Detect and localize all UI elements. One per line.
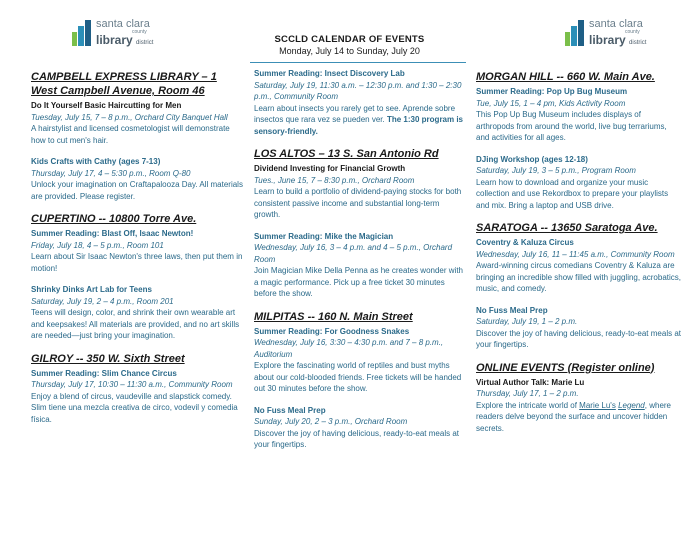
event-title: No Fuss Meal Prep xyxy=(254,405,326,415)
column-1 xyxy=(31,68,243,435)
location-heading: CAMPBELL EXPRESS LIBRARY – 1 West Campbell Avenue, Room 46 xyxy=(31,71,217,97)
logo-text-line3: library district xyxy=(96,33,154,47)
event xyxy=(31,284,243,342)
event-meta: Tuesday, July 15, 7 – 8 p.m., Orchard City Banquet Hall xyxy=(31,112,228,122)
location-heading: SARATOGA -- 13650 Saratoga Ave. xyxy=(476,222,658,234)
event-desc: Learn to build a portfolio of dividend-paying stocks for both consistent passive income and substantial long-term growth. xyxy=(254,187,462,219)
event xyxy=(31,100,243,146)
event-meta: Saturday, July 19, 11:30 a.m. – 12:30 p.m. and 1:30 – 2:30 p.m., Community Room xyxy=(254,80,462,101)
column-2 xyxy=(254,68,464,461)
location-heading: CUPERTINO -- 10800 Torre Ave. xyxy=(31,213,197,225)
page-title: SCCLD CALENDAR OF EVENTS xyxy=(274,34,425,45)
event-desc: Unlock your imagination on Craftapalooza Day. All materials are provided. Please register. xyxy=(31,180,243,201)
event-desc: Learn how to download and organize your music collection and use Rekordbox to prepare your playlists and mix. Bring a laptop and USB drive. xyxy=(476,177,669,210)
event xyxy=(31,156,243,202)
event-meta: Tue, July 15, 1 – 4 pm, Kids Activity Room xyxy=(476,98,626,108)
event-title: Virtual Author Talk: Marie Lu xyxy=(476,377,585,387)
logo-text-line1: santa clara xyxy=(96,18,150,30)
event-title: Summer Reading: For Goodness Snakes xyxy=(254,326,410,336)
event-desc: Join Magician Mike Della Penna as he creates wonder with a magic performance. Pick up a free ticket 30 minutes before the show. xyxy=(254,266,463,298)
column-3 xyxy=(476,68,681,444)
header-divider xyxy=(250,62,466,63)
event-meta: Wednesday, July 16, 11 – 11:45 a.m., Community Room xyxy=(476,249,675,259)
event xyxy=(476,237,681,295)
location-heading: GILROY -- 350 W. Sixth Street xyxy=(31,352,185,365)
event-desc: This Pop Up Bug Museum includes displays of arthropods from around the world, live bug terrariums, and activities for all ages. xyxy=(476,110,667,142)
event-meta: Saturday, July 19, 3 – 5 p.m., Program Room xyxy=(476,166,636,175)
event xyxy=(476,377,681,435)
event xyxy=(476,86,681,144)
event-meta: Thursday, July 17, 1 – 2 p.m. xyxy=(476,389,579,398)
event-desc: Explore the intricate world of Marie Lu's Legend, where readers delve beyond the surface and uncover hidden secrets. xyxy=(476,400,671,433)
event-title: Summer Reading: Insect Discovery Lab xyxy=(254,69,405,78)
event-meta: Tues., June 15, 7 – 8:30 p.m., Orchard Room xyxy=(254,175,415,185)
event-title: No Fuss Meal Prep xyxy=(476,305,548,315)
event-title: Do It Yourself Basic Haircutting for Men xyxy=(31,101,182,110)
event xyxy=(31,368,243,426)
event xyxy=(476,305,681,351)
event-title: Summer Reading: Pop Up Bug Museum xyxy=(476,87,628,96)
logo-text-line1: santa clara xyxy=(589,18,643,30)
event xyxy=(254,405,464,451)
event xyxy=(254,68,464,137)
event-title: Coventry & Kaluza Circus xyxy=(476,238,574,247)
event-meta: Friday, July 18, 4 – 5 p.m., Room 101 xyxy=(31,240,164,250)
book-link[interactable]: Legend xyxy=(618,400,645,410)
event-meta: Saturday, July 19, 2 – 4 p.m., Room 201 xyxy=(31,296,174,306)
event-title: Dividend Investing for Financial Growth xyxy=(254,164,406,173)
event-desc: Discover the joy of having delicious, ready-to-eat meals at your fingertips. xyxy=(476,328,681,349)
event-meta: Thursday, July 17, 4 – 5:30 p.m., Room Q-80 xyxy=(31,168,191,178)
author-link[interactable]: Marie Lu's xyxy=(579,400,616,410)
event-desc: Award-winning circus comedians Coventry & Kaluza are bringing an incredible show filled with juggling, acrobatics, music, and comedy. xyxy=(476,261,682,293)
logo-text-line3: library district xyxy=(589,33,647,47)
event-meta: Sunday, July 20, 2 – 3 p.m., Orchard Room xyxy=(254,417,408,426)
event-desc: Teens will design, color, and shrink their own wearable art and keepsakes! All materials are provided, and no art skills are needed—just bring your imagination. xyxy=(31,308,240,340)
logo-text-line2: county xyxy=(625,29,640,35)
event-desc: Enjoy a blend of circus, vaudeville and slapstick comedy. Slim tiene una mezcla creativa de circo, vodevil y comedia física. xyxy=(31,391,238,424)
location-heading: MILPITAS -- 160 N. Main Street xyxy=(254,310,413,323)
page-subtitle: Monday, July 14 to Sunday, July 20 xyxy=(279,46,420,56)
event-meta: Wednesday, July 16, 3 – 4 p.m. and 4 – 5 p.m., Orchard Room xyxy=(254,243,453,264)
event-desc: A hairstylist and licensed cosmetologist will demonstrate how to cut men's hair. xyxy=(31,124,230,145)
event-desc: Discover the joy of having delicious, ready-to-eat meals at your fingertips. xyxy=(254,428,459,449)
location-heading: MORGAN HILL -- 660 W. Main Ave. xyxy=(476,71,655,83)
event-title: Summer Reading: Mike the Magician xyxy=(254,231,394,241)
location-heading: ONLINE EVENTS (Register online) xyxy=(476,361,655,374)
event-desc: Learn about Sir Isaac Newton's three laws, then put them in motion! xyxy=(31,252,243,273)
event-desc: Learn about insects you rarely get to see. Aprende sobre insectos que rara vez se pueden ver. The 1:30 program is sensory-friendly. xyxy=(254,103,464,136)
event-title: Summer Reading: Blast Off, Isaac Newton! xyxy=(31,229,194,238)
logo-text-line2: county xyxy=(132,29,147,35)
event xyxy=(254,231,464,300)
event-title: DJing Workshop (ages 12-18) xyxy=(476,154,588,164)
location-heading: LOS ALTOS – 13 S. San Antonio Rd xyxy=(254,148,439,160)
event xyxy=(254,326,464,395)
event xyxy=(31,228,243,274)
event-title: Summer Reading: Slim Chance Circus xyxy=(31,368,177,378)
event-title: Shrinky Dinks Art Lab for Teens xyxy=(31,285,152,294)
event-desc: Explore the fascinating world of reptiles and bust myths about our cold-blooded friends. Free tickets will be handed out 30 minutes before the show. xyxy=(254,361,462,393)
event xyxy=(254,163,464,221)
event-meta: Thursday, July 17, 10:30 – 11:30 a.m., Community Room xyxy=(31,380,233,389)
event-meta: Saturday, July 19, 1 – 2 p.m. xyxy=(476,317,578,326)
event-title: Kids Crafts with Cathy (ages 7-13) xyxy=(31,157,161,166)
event xyxy=(476,154,681,212)
event-meta: Wednesday, July 16, 3:30 – 4:30 p.m. and 7 – 8 p.m., Auditorium xyxy=(254,338,444,359)
